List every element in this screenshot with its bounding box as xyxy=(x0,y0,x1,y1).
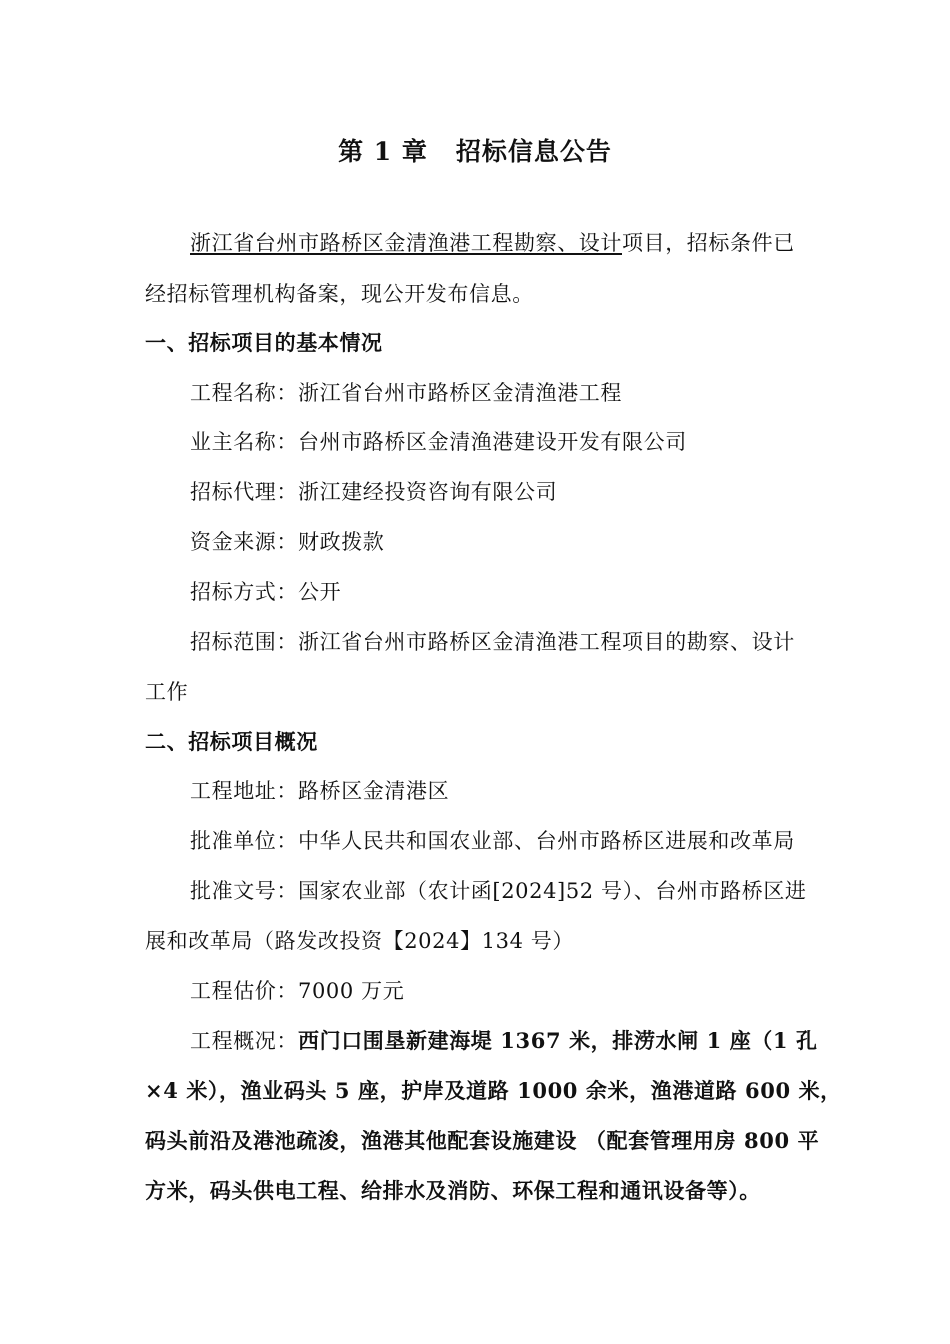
overview-label: 工程概况： xyxy=(190,1029,298,1053)
chapter-title xyxy=(0,132,950,168)
section-1-heading: 一、招标项目的基本情况 xyxy=(145,330,383,355)
scope-field-line-2: 工作 xyxy=(145,680,189,704)
address-field: 工程地址：路桥区金清港区 xyxy=(190,779,450,803)
funding-field: 资金来源：财政拨款 xyxy=(190,530,385,554)
overview-line-1 xyxy=(190,1026,835,1056)
overview-line-4: 方米，码头供电工程、给排水及消防、环保工程和通讯设备等）。 xyxy=(145,1178,761,1203)
approval-doc-line-1: 批准文号：国家农业部（农计函[2024]52 号）、台州市路桥区进 xyxy=(190,879,807,903)
intro-line-2: 经招标管理机构备案，现公开发布信息。 xyxy=(145,282,534,306)
approval-doc-line-2: 展和改革局（路发改投资【2024】134 号） xyxy=(145,929,574,953)
intro-line-1 xyxy=(190,228,835,258)
agent-field: 招标代理：浙江建经投资咨询有限公司 xyxy=(190,480,558,504)
method-field: 招标方式：公开 xyxy=(190,580,342,604)
chapter-name: 招标信息公告 xyxy=(455,137,612,166)
overview-line-3: 码头前沿及港池疏浚，渔港其他配套设施建设 （配套管理用房 800 平 xyxy=(145,1128,820,1153)
owner-field: 业主名称：台州市路桥区金清渔港建设开发有限公司 xyxy=(190,430,687,454)
project-title-underlined: 浙江省台州市路桥区金清渔港工程勘察、设计 xyxy=(190,231,622,255)
estimate-field: 工程估价：7000 万元 xyxy=(190,979,405,1003)
intro-line-1-rest: 项目，招标条件已 xyxy=(622,231,795,255)
chapter-number: 第 1 章 xyxy=(338,137,428,166)
scope-field-line-1: 招标范围：浙江省台州市路桥区金清渔港工程项目的勘察、设计 xyxy=(190,630,795,654)
overview-text-1: 西门口围垦新建海堤 1367 米，排涝水闸 1 座（1 孔 xyxy=(298,1028,818,1053)
project-name-field: 工程名称：浙江省台州市路桥区金清渔港工程 xyxy=(190,381,622,405)
section-2-heading: 二、招标项目概况 xyxy=(145,729,318,754)
overview-line-2: ×4 米），渔业码头 5 座，护岸及道路 1000 余米，渔港道路 600 米， xyxy=(145,1078,842,1103)
approval-unit-field: 批准单位：中华人民共和国农业部、台州市路桥区进展和改革局 xyxy=(190,829,795,853)
